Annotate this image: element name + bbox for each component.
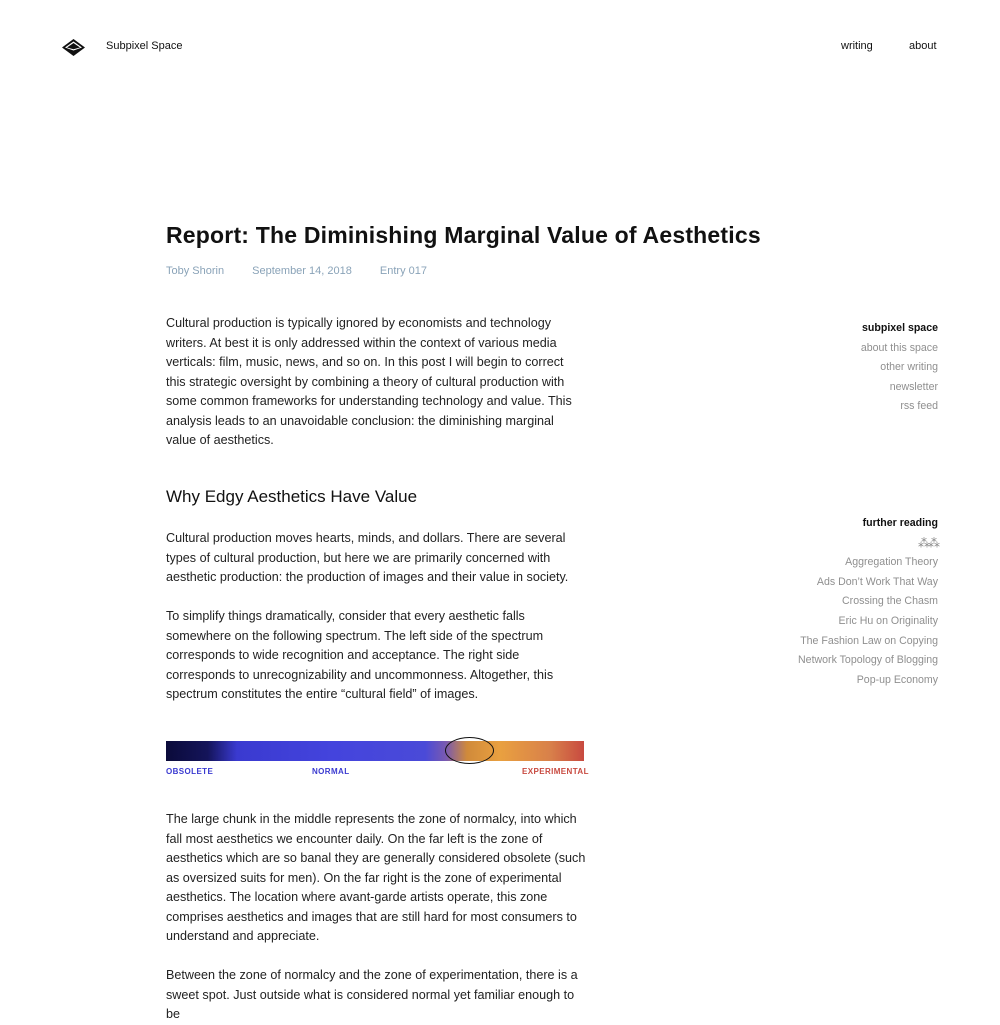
paragraph-3: To simplify things dramatically, consider that every aesthetic falls somewhere on the following spectrum. The left side of the spectrum corresponds to wide recognition and acceptance. The right side corresponds to unrecognizability and uncommonness. Altogether, this spectrum constitutes the entire “cultural field” of images. bbox=[166, 609, 554, 701]
reading-link-popup-economy[interactable]: Pop-up Economy bbox=[856, 673, 938, 686]
article-meta bbox=[166, 265, 452, 277]
logo-icon[interactable] bbox=[61, 37, 86, 59]
site-name-link[interactable]: Subpixel Space bbox=[106, 40, 183, 52]
sidebar-further-reading bbox=[798, 514, 938, 690]
paragraph-intro: Cultural production is typically ignored by economists and technology writers. At best it is only addressed within the context of various media verticals: film, music, news, and so on. In this post I will begin to correct this strategic oversight by combining a theory of cultural production with some common frameworks for understanding technology and value. This analysis leads to an unavoidable conclusion: the diminishing marginal value of aesthetics. bbox=[166, 316, 572, 447]
sweet-spot-ellipse bbox=[445, 737, 494, 764]
sidebar-link-about[interactable]: about this space bbox=[860, 341, 938, 354]
nav-about-link[interactable]: about bbox=[909, 40, 937, 52]
article-title: Report: The Diminishing Marginal Value of Aesthetics bbox=[166, 222, 761, 248]
article-author: Toby Shorin bbox=[166, 265, 225, 277]
ornament-icon: ⁂⁂ bbox=[918, 535, 938, 550]
nav-writing-link[interactable]: writing bbox=[841, 40, 873, 52]
reading-link-ads-dont-work[interactable]: Ads Don’t Work That Way bbox=[816, 575, 938, 588]
spectrum-label-normal: NORMAL bbox=[312, 767, 350, 776]
spectrum-label-obsolete: OBSOLETE bbox=[166, 767, 214, 776]
sidebar-link-rss[interactable]: rss feed bbox=[900, 400, 938, 413]
reading-link-crossing-chasm[interactable]: Crossing the Chasm bbox=[842, 595, 938, 608]
paragraph-2: Cultural production moves hearts, minds, and dollars. There are several types of cultural production, but here we are primarily concerned with aesthetic production: the production of images and their value in society. bbox=[166, 531, 569, 584]
sidebar-link-newsletter[interactable]: newsletter bbox=[889, 380, 938, 393]
sidebar-heading-subpixel-space: subpixel space bbox=[862, 322, 938, 334]
reading-link-network-topology[interactable]: Network Topology of Blogging bbox=[798, 654, 938, 667]
article-date: September 14, 2018 bbox=[252, 265, 352, 277]
paragraph-4: The large chunk in the middle represents the zone of normalcy, into which fall most aesthetics we encounter daily. On the far left is the zone of aesthetics which are so banal they are generally considered obsolete (such as oversized suits for men). On the far right is the zone of experimental aesthetics. The location where avant-garde artists operate, this zone comprises aesthetics and images that are still hard for most consumers to understand and appreciate. bbox=[166, 812, 586, 943]
sidebar-heading-further-reading: further reading bbox=[862, 517, 938, 529]
article-entry: Entry 017 bbox=[379, 265, 427, 277]
paragraph-5: Between the zone of normalcy and the zone of experimentation, there is a sweet spot. Just outside what is considered normal yet familiar enough to be bbox=[166, 968, 578, 1021]
reading-link-eric-hu[interactable]: Eric Hu on Originality bbox=[838, 614, 938, 627]
aesthetic-spectrum-bar bbox=[166, 741, 584, 761]
sidebar-subpixel-space bbox=[861, 319, 938, 417]
reading-link-aggregation-theory[interactable]: Aggregation Theory bbox=[845, 556, 938, 569]
section-heading: Why Edgy Aesthetics Have Value bbox=[166, 487, 418, 506]
sidebar-link-other-writing[interactable]: other writing bbox=[880, 361, 938, 374]
spectrum-label-experimental: EXPERIMENTAL bbox=[522, 767, 589, 776]
site-header bbox=[0, 0, 1000, 95]
reading-link-fashion-law[interactable]: The Fashion Law on Copying bbox=[800, 634, 938, 647]
